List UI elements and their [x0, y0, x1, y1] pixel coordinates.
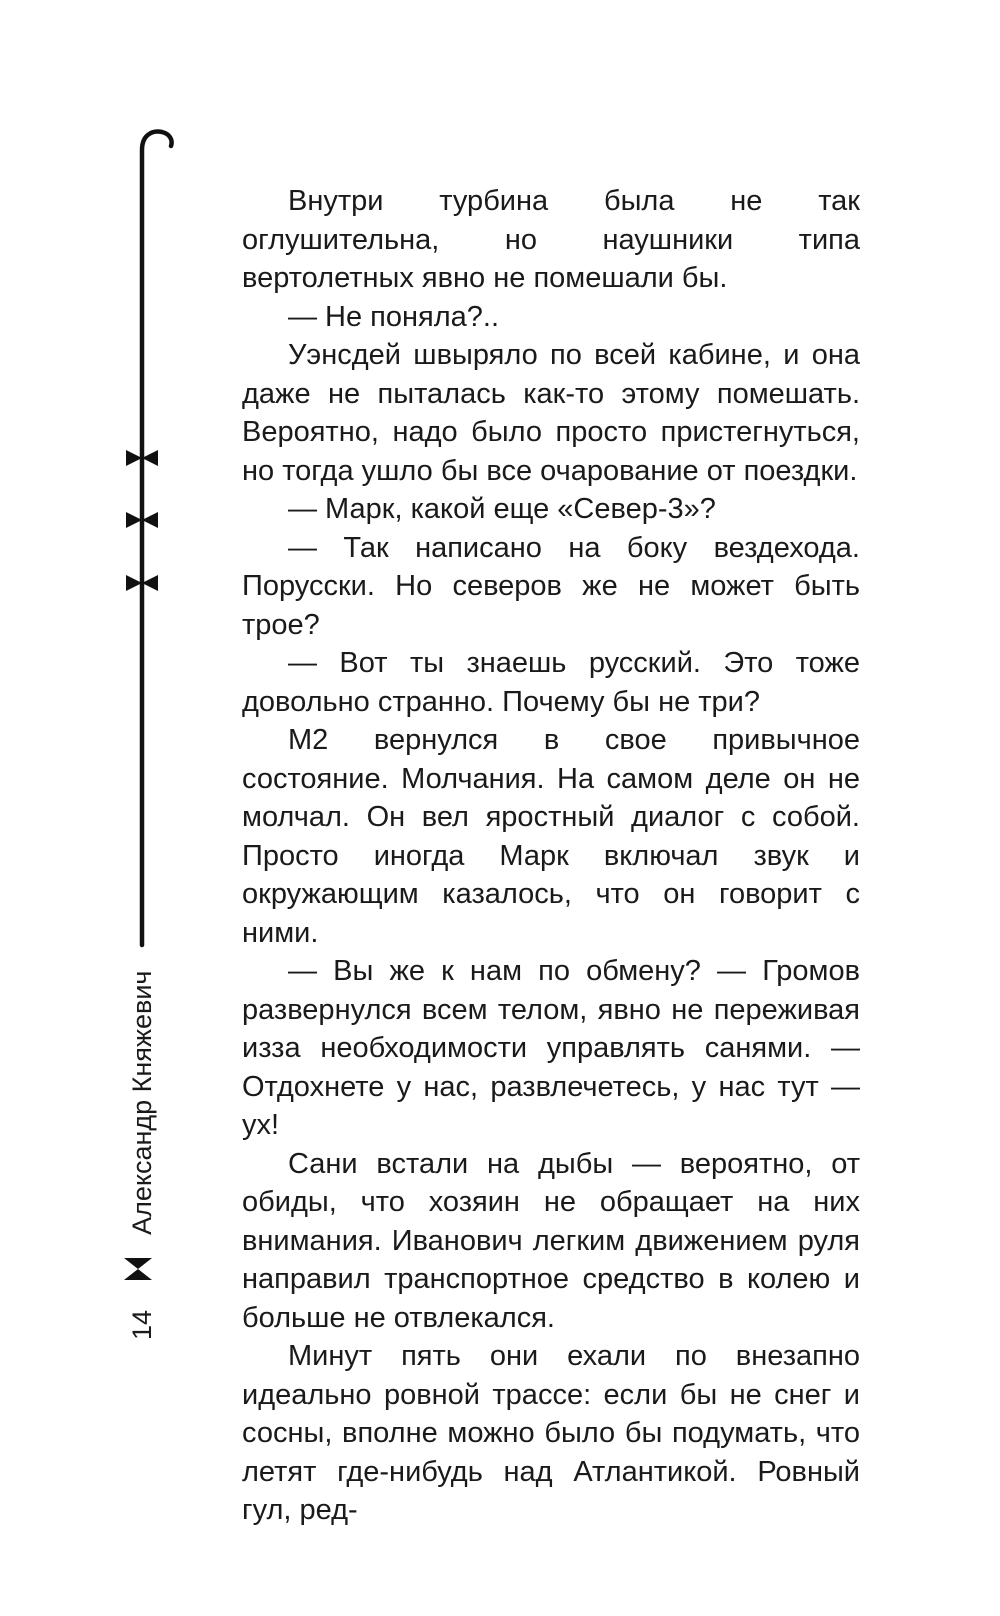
paragraph: Сани встали на дыбы — вероятно, от обиды, что хозяин не обращает на них внимания. Иванович легким движением руля направил транспортное средство в колею и больше не отвлекался. [242, 1147, 860, 1334]
paragraph: Уэнсдей швыряло по всей кабине, и она даже не пыталась как-то этому помешать. Вероятно, надо было просто пристегнуться, но тогда ушло бы все очарование от поездки. [242, 339, 860, 487]
paragraph: — Не поняла?.. [288, 300, 500, 333]
page-number: 14 [127, 1309, 157, 1340]
paragraph: М2 вернулся в свое привычное состояние. Молчания. На самом деле он не молчал. Он вел яростный диалог с собой. Просто иногда Марк включал звук и окружающим казалось, что он говорит с ними. [242, 724, 860, 949]
bowtie-ornament-icon [122, 1256, 165, 1282]
paragraph: — Марк, какой еще «Север-3»? [288, 493, 716, 525]
running-head [122, 970, 165, 1340]
body-text [242, 182, 860, 1530]
paragraph: — Вы же к нам по обмену? — Громов развернулся всем телом, явно не переживая изза необходимости управлять санями. — Отдохнете у нас, развлечетесь, у нас тут — ух! [242, 955, 860, 1141]
paragraph: Внутри турбина была не так оглушительна, но наушники типа вертолетных явно не помешали бы. [242, 185, 860, 294]
paragraph: — Так написано на боку вездехода. Порусски. Но северов же не может быть трое? [242, 531, 860, 641]
author-name: Александр Княжевич [127, 970, 157, 1235]
paragraph: — Вот ты знаешь русский. Это тоже довольно странно. Почему бы не три? [242, 647, 860, 718]
paragraph: Минут пять они ехали по внезапно идеально ровной трассе: если бы не снег и сосны, вполне можно было бы подумать, что летят где-нибудь над Атлантикой. Ровный гул, ред- [242, 1340, 860, 1526]
